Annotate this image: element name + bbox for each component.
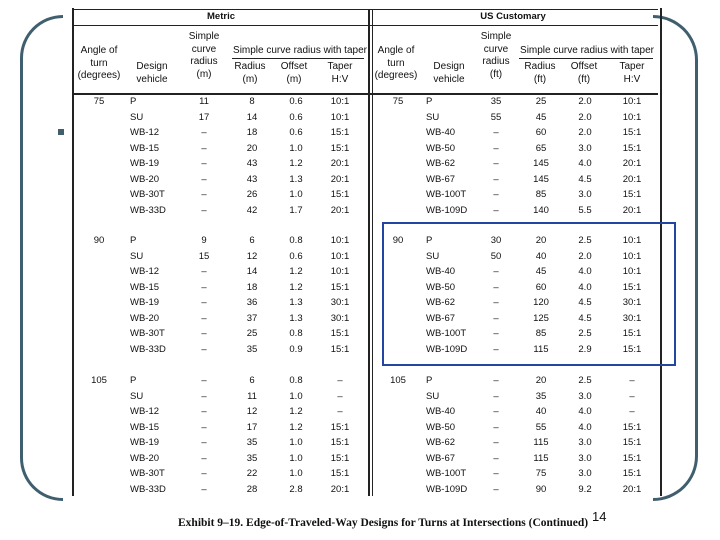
metric-taper-ratio: 15:1	[330, 468, 350, 479]
metric-taper-ratio: –	[337, 406, 343, 417]
center-divider	[368, 9, 370, 496]
metric-taper-radius: 18	[246, 281, 258, 293]
metric-offset: 0.6	[289, 127, 303, 138]
us-taper-ratio: 30:1	[622, 312, 642, 324]
metric-col-header-5: H:V	[331, 73, 349, 85]
us-taper-ratio: 10:1	[622, 266, 642, 277]
metric-offset: 1.3	[289, 297, 303, 308]
metric-design-vehicle: P	[130, 235, 137, 246]
us-taper-radius: 35	[535, 390, 547, 402]
us-taper-radius: 20	[535, 235, 547, 246]
us-col-header-1: vehicle	[433, 73, 465, 85]
us-col-header-0: (degrees)	[374, 70, 418, 81]
metric-taper-radius: 11	[247, 390, 257, 402]
us-taper-radius: 75	[535, 468, 547, 479]
us-taper-ratio: –	[629, 406, 635, 417]
metric-offset: 1.2	[289, 281, 303, 293]
metric-simple-curve-radius: –	[201, 312, 207, 324]
us-taper-ratio: 15:1	[622, 281, 642, 293]
metric-offset: 0.6	[289, 96, 303, 107]
metric-simple-curve-radius: 11	[199, 96, 209, 107]
us-taper-ratio: 15:1	[622, 127, 642, 138]
us-simple-curve-radius: –	[493, 483, 499, 495]
metric-simple-curve-radius: –	[201, 343, 207, 355]
metric-offset: 2.8	[289, 483, 303, 495]
us-design-vehicle: WB-50	[426, 281, 456, 293]
metric-taper-radius: 36	[246, 297, 258, 308]
metric-taper-radius: 12	[246, 406, 258, 417]
metric-col-header-0: Angle of	[80, 45, 118, 56]
us-col-header-0: Angle of	[377, 45, 415, 56]
metric-offset: 1.7	[289, 204, 303, 216]
us-taper-ratio: 20:1	[622, 483, 642, 495]
us-offset: 2.5	[578, 328, 592, 339]
metric-taper-radius: 14	[246, 266, 258, 277]
us-taper-ratio: 15:1	[622, 142, 642, 154]
metric-taper-radius: 6	[249, 235, 255, 246]
us-simple-curve-radius: –	[493, 127, 499, 138]
us-simple-curve-radius: –	[493, 468, 499, 479]
us-taper-radius: 90	[535, 483, 547, 495]
metric-taper-ratio: 15:1	[330, 328, 350, 339]
us-design-vehicle: P	[426, 235, 433, 246]
us-col-header-2: (ft)	[489, 68, 503, 80]
metric-taper-group-header: Simple curve radius with taper	[233, 45, 367, 56]
us-design-vehicle: WB-40	[426, 406, 456, 417]
metric-taper-ratio: 15:1	[330, 189, 350, 200]
metric-offset: 1.2	[289, 158, 303, 169]
metric-angle-90: 90	[93, 235, 105, 246]
metric-design-vehicle: WB-15	[130, 281, 160, 293]
us-col-header-5: H:V	[623, 73, 641, 85]
metric-col-header-2: curve	[191, 43, 217, 55]
metric-taper-radius: 35	[246, 343, 258, 355]
exhibit-caption: Exhibit 9–19. Edge-of-Traveled-Way Designs for Turns at Intersections (Continued)	[178, 517, 589, 529]
us-design-vehicle: WB-109D	[426, 483, 468, 495]
us-simple-curve-radius: –	[493, 328, 499, 339]
metric-offset: 0.8	[289, 235, 303, 246]
metric-simple-curve-radius: 17	[198, 111, 210, 123]
us-simple-curve-radius: 55	[490, 111, 502, 123]
us-offset: 4.0	[578, 158, 592, 169]
us-simple-curve-radius: 50	[490, 250, 502, 262]
metric-col-header-2: Simple	[188, 31, 220, 42]
us-simple-curve-radius: –	[493, 452, 499, 464]
us-design-vehicle: SU	[426, 390, 440, 402]
metric-taper-ratio: –	[337, 375, 343, 386]
us-offset: 3.0	[578, 452, 592, 464]
metric-design-vehicle: WB-30T	[130, 328, 165, 339]
metric-design-vehicle: P	[130, 96, 137, 107]
metric-taper-radius: 6	[249, 375, 255, 386]
metric-simple-curve-radius: –	[201, 204, 207, 216]
metric-taper-ratio: 20:1	[330, 158, 350, 169]
us-simple-curve-radius: –	[493, 406, 499, 417]
metric-simple-curve-radius: –	[201, 158, 207, 169]
us-col-header-2: radius	[482, 56, 510, 67]
metric-col-header-0: turn	[90, 57, 108, 69]
metric-col-header-0: (degrees)	[77, 70, 121, 81]
us-taper-group-header: Simple curve radius with taper	[520, 45, 654, 56]
us-angle-105: 105	[390, 375, 406, 386]
metric-design-vehicle: WB-33D	[130, 483, 166, 495]
left-bracket-decoration	[20, 15, 63, 501]
metric-design-vehicle: P	[130, 375, 137, 386]
us-taper-ratio: 15:1	[622, 468, 642, 479]
metric-offset: 0.9	[289, 343, 303, 355]
us-design-vehicle: WB-100T	[426, 328, 467, 339]
metric-simple-curve-radius: –	[201, 328, 207, 339]
metric-taper-ratio: 15:1	[330, 437, 350, 448]
us-taper-radius: 25	[535, 96, 547, 107]
metric-simple-curve-radius: –	[201, 437, 207, 448]
metric-taper-radius: 8	[249, 96, 255, 107]
metric-simple-curve-radius: –	[201, 390, 207, 402]
metric-col-header-5: Taper	[327, 61, 353, 72]
top-rule	[72, 9, 658, 10]
us-offset: 3.0	[578, 189, 592, 200]
us-offset: 5.5	[578, 204, 592, 216]
metric-simple-curve-radius: 9	[201, 235, 207, 246]
us-taper-ratio: 15:1	[622, 328, 642, 339]
us-offset: 4.0	[578, 421, 592, 433]
metric-offset: 0.8	[289, 328, 303, 339]
us-design-vehicle: WB-67	[426, 312, 456, 324]
metric-simple-curve-radius: –	[201, 142, 207, 154]
bullet-marker	[58, 129, 64, 135]
us-taper-ratio: 20:1	[622, 158, 642, 169]
metric-simple-curve-radius: –	[201, 266, 207, 277]
us-col-header-2: curve	[483, 43, 509, 55]
us-taper-ratio: 10:1	[622, 111, 642, 123]
metric-taper-radius: 43	[246, 158, 258, 169]
us-offset: 2.9	[578, 343, 592, 355]
metric-simple-curve-radius: –	[201, 452, 207, 464]
metric-taper-radius: 17	[246, 421, 258, 433]
us-offset: 4.0	[578, 406, 592, 417]
us-taper-radius: 40	[535, 250, 547, 262]
us-simple-curve-radius: –	[493, 142, 499, 154]
us-col-header-4: Offset	[570, 61, 598, 72]
us-offset: 3.0	[578, 390, 592, 402]
us-col-header-0: turn	[387, 57, 405, 69]
us-simple-curve-radius: –	[493, 437, 499, 448]
metric-design-vehicle: WB-20	[130, 312, 160, 324]
metric-simple-curve-radius: –	[201, 375, 207, 386]
us-offset: 9.2	[578, 483, 592, 495]
us-simple-curve-radius: –	[493, 343, 499, 355]
us-taper-radius: 115	[533, 437, 549, 448]
page-number: 14	[592, 509, 607, 524]
metric-taper-ratio: 10:1	[330, 96, 350, 107]
metric-taper-radius: 22	[246, 468, 258, 479]
us-taper-ratio: –	[629, 375, 635, 386]
metric-simple-curve-radius: –	[201, 281, 207, 293]
us-taper-radius: 115	[533, 452, 549, 464]
metric-offset: 1.0	[289, 142, 303, 154]
metric-taper-radius: 18	[246, 127, 258, 138]
metric-taper-ratio: 15:1	[330, 127, 350, 138]
metric-offset: 1.0	[289, 390, 303, 402]
us-taper-ratio: 15:1	[622, 189, 642, 200]
metric-offset: 1.3	[289, 312, 303, 324]
metric-simple-curve-radius: –	[201, 127, 207, 138]
metric-angle-105: 105	[91, 375, 107, 386]
us-design-vehicle: WB-40	[426, 266, 456, 277]
us-simple-curve-radius: –	[493, 173, 499, 185]
metric-taper-radius: 35	[246, 452, 258, 464]
metric-simple-curve-radius: –	[201, 421, 207, 433]
metric-col-header-3: (m)	[242, 73, 258, 85]
us-taper-radius: 40	[535, 406, 547, 417]
metric-offset: 1.0	[289, 189, 303, 200]
us-taper-ratio: 10:1	[622, 250, 642, 262]
metric-offset: 1.0	[289, 468, 303, 479]
metric-taper-radius: 14	[246, 111, 258, 123]
metric-taper-radius: 35	[246, 437, 258, 448]
metric-taper-ratio: 10:1	[330, 266, 350, 277]
metric-design-vehicle: WB-33D	[130, 204, 166, 216]
us-taper-radius: 115	[533, 343, 549, 355]
us-offset: 2.0	[578, 111, 592, 123]
us-design-vehicle: WB-109D	[426, 204, 468, 216]
metric-design-vehicle: WB-30T	[130, 468, 165, 479]
metric-offset: 1.2	[289, 266, 303, 277]
us-offset: 4.0	[578, 266, 592, 277]
metric-col-header-2: (m)	[196, 68, 212, 80]
metric-design-vehicle: WB-12	[130, 406, 160, 417]
metric-taper-ratio: 30:1	[330, 312, 350, 324]
metric-offset: 0.8	[289, 375, 303, 386]
us-taper-radius: 20	[535, 375, 547, 386]
us-offset: 4.5	[578, 312, 592, 324]
us-angle-75: 75	[392, 96, 404, 107]
us-angle-90: 90	[392, 235, 404, 246]
metric-design-vehicle: WB-20	[130, 452, 160, 464]
us-offset: 4.0	[578, 281, 592, 293]
us-taper-ratio: 15:1	[622, 452, 642, 464]
us-offset: 4.5	[578, 297, 592, 308]
us-offset: 2.0	[578, 96, 592, 107]
metric-simple-curve-radius: –	[201, 406, 207, 417]
metric-simple-curve-radius: –	[201, 483, 207, 495]
us-design-vehicle: WB-67	[426, 173, 456, 185]
metric-design-vehicle: SU	[130, 111, 144, 123]
us-design-vehicle: WB-50	[426, 421, 456, 433]
metric-col-header-1: vehicle	[136, 73, 168, 85]
metric-design-vehicle: WB-12	[130, 266, 160, 277]
us-offset: 3.0	[578, 142, 592, 154]
us-taper-ratio: 10:1	[622, 235, 642, 246]
us-offset: 2.5	[578, 235, 592, 246]
us-design-vehicle: WB-67	[426, 452, 456, 464]
us-col-header-5: Taper	[619, 61, 645, 72]
metric-taper-radius: 28	[246, 483, 258, 495]
metric-offset: 1.0	[289, 452, 303, 464]
metric-design-vehicle: SU	[130, 250, 144, 262]
us-simple-curve-radius: –	[493, 158, 499, 169]
metric-design-vehicle: WB-12	[130, 127, 160, 138]
us-simple-curve-radius: 30	[490, 235, 502, 246]
metric-taper-ratio: 15:1	[330, 452, 350, 464]
metric-col-header-4: Offset	[280, 61, 308, 72]
metric-simple-curve-radius: –	[201, 189, 207, 200]
us-design-vehicle: WB-62	[426, 437, 456, 448]
metric-taper-ratio: 30:1	[330, 297, 350, 308]
us-simple-curve-radius: 35	[490, 96, 502, 107]
metric-taper-ratio: 20:1	[330, 173, 350, 185]
us-offset: 2.0	[578, 127, 592, 138]
us-section-header: US Customary	[480, 11, 546, 22]
us-design-vehicle: WB-109D	[426, 343, 468, 355]
metric-simple-curve-radius: –	[201, 468, 207, 479]
metric-taper-radius: 25	[246, 328, 258, 339]
us-taper-radius: 65	[535, 142, 547, 154]
us-offset: 2.0	[578, 250, 592, 262]
us-offset: 2.5	[578, 375, 592, 386]
metric-simple-curve-radius: –	[201, 173, 207, 185]
us-taper-radius: 120	[533, 297, 549, 308]
metric-section-header: Metric	[207, 11, 235, 22]
us-taper-ratio: 15:1	[622, 421, 642, 433]
metric-offset: 0.6	[289, 250, 303, 262]
metric-taper-ratio: 10:1	[330, 250, 350, 262]
us-taper-radius: 125	[533, 312, 549, 324]
us-simple-curve-radius: –	[493, 421, 499, 433]
us-design-vehicle: WB-62	[426, 158, 456, 169]
us-taper-radius: 85	[535, 328, 547, 339]
metric-offset: 1.2	[289, 406, 303, 417]
metric-taper-group-rule	[232, 58, 364, 59]
metric-design-vehicle: WB-20	[130, 173, 160, 185]
us-taper-ratio: 15:1	[622, 343, 642, 355]
us-taper-ratio: 20:1	[622, 173, 642, 185]
center-divider-inner	[372, 9, 373, 496]
us-design-vehicle: WB-100T	[426, 468, 467, 479]
us-design-vehicle: SU	[426, 111, 440, 123]
metric-design-vehicle: SU	[130, 390, 144, 402]
us-taper-ratio: –	[629, 390, 635, 402]
us-col-header-1: Design	[433, 61, 465, 72]
metric-design-vehicle: WB-33D	[130, 343, 166, 355]
metric-col-header-2: radius	[190, 56, 218, 67]
metric-offset: 1.2	[289, 421, 303, 433]
metric-taper-ratio: 15:1	[330, 343, 350, 355]
us-taper-radius: 45	[535, 266, 547, 277]
metric-design-vehicle: WB-15	[130, 142, 160, 154]
us-simple-curve-radius: –	[493, 297, 499, 308]
us-taper-ratio: 10:1	[622, 96, 642, 107]
metric-taper-ratio: –	[337, 390, 343, 402]
us-taper-radius: 140	[533, 204, 549, 216]
us-simple-curve-radius: –	[493, 375, 499, 386]
metric-angle-75: 75	[93, 96, 105, 107]
highlight-box	[382, 222, 676, 366]
metric-taper-radius: 20	[246, 142, 258, 154]
us-design-vehicle: WB-62	[426, 297, 456, 308]
us-taper-radius: 55	[535, 421, 547, 433]
section-header-rule	[72, 25, 658, 26]
us-taper-group-rule	[519, 58, 653, 59]
metric-offset: 0.6	[289, 111, 303, 123]
us-col-header-2: Simple	[480, 31, 512, 42]
metric-taper-ratio: 15:1	[330, 421, 350, 433]
us-simple-curve-radius: –	[493, 312, 499, 324]
us-offset: 4.5	[578, 173, 592, 185]
metric-taper-radius: 37	[246, 312, 258, 324]
metric-col-header-3: Radius	[234, 61, 266, 72]
us-design-vehicle: WB-100T	[426, 189, 467, 200]
us-offset: 3.0	[578, 437, 592, 448]
metric-design-vehicle: WB-19	[130, 158, 160, 169]
us-taper-ratio: 15:1	[622, 437, 642, 448]
metric-offset: 1.0	[289, 437, 303, 448]
metric-taper-radius: 26	[246, 189, 258, 200]
metric-taper-ratio: 15:1	[330, 142, 350, 154]
metric-taper-ratio: 20:1	[330, 483, 350, 495]
us-design-vehicle: P	[426, 96, 433, 107]
us-simple-curve-radius: –	[493, 204, 499, 216]
us-taper-ratio: 20:1	[622, 204, 642, 216]
us-design-vehicle: SU	[426, 250, 440, 262]
metric-taper-radius: 42	[246, 204, 258, 216]
us-col-header-4: (ft)	[577, 73, 591, 85]
us-design-vehicle: WB-50	[426, 142, 456, 154]
us-col-header-3: Radius	[524, 61, 556, 72]
metric-taper-ratio: 10:1	[330, 235, 350, 246]
metric-offset: 1.3	[289, 173, 303, 185]
us-col-header-3: (ft)	[533, 73, 547, 85]
us-taper-ratio: 30:1	[622, 297, 642, 308]
metric-col-header-1: Design	[136, 61, 168, 72]
us-design-vehicle: WB-40	[426, 127, 456, 138]
metric-design-vehicle: WB-15	[130, 421, 160, 433]
us-taper-radius: 60	[535, 281, 547, 293]
us-taper-radius: 45	[535, 111, 547, 123]
metric-taper-ratio: 15:1	[330, 281, 350, 293]
us-taper-radius: 145	[533, 173, 549, 185]
header-bottom-rule	[72, 93, 658, 95]
us-simple-curve-radius: –	[493, 189, 499, 200]
metric-design-vehicle: WB-19	[130, 437, 160, 448]
metric-col-header-4: (m)	[286, 73, 302, 85]
metric-taper-radius: 43	[246, 173, 258, 185]
metric-taper-ratio: 10:1	[330, 111, 350, 123]
metric-taper-ratio: 20:1	[330, 204, 350, 216]
us-design-vehicle: P	[426, 375, 433, 386]
us-simple-curve-radius: –	[493, 281, 499, 293]
metric-simple-curve-radius: 15	[198, 250, 210, 262]
metric-design-vehicle: WB-30T	[130, 189, 165, 200]
metric-taper-radius: 12	[246, 250, 258, 262]
us-simple-curve-radius: –	[493, 390, 499, 402]
us-taper-radius: 60	[535, 127, 547, 138]
us-simple-curve-radius: –	[493, 266, 499, 277]
metric-simple-curve-radius: –	[201, 297, 207, 308]
us-taper-radius: 145	[533, 158, 549, 169]
metric-design-vehicle: WB-19	[130, 297, 160, 308]
us-offset: 3.0	[578, 468, 592, 479]
us-taper-radius: 85	[535, 189, 547, 200]
